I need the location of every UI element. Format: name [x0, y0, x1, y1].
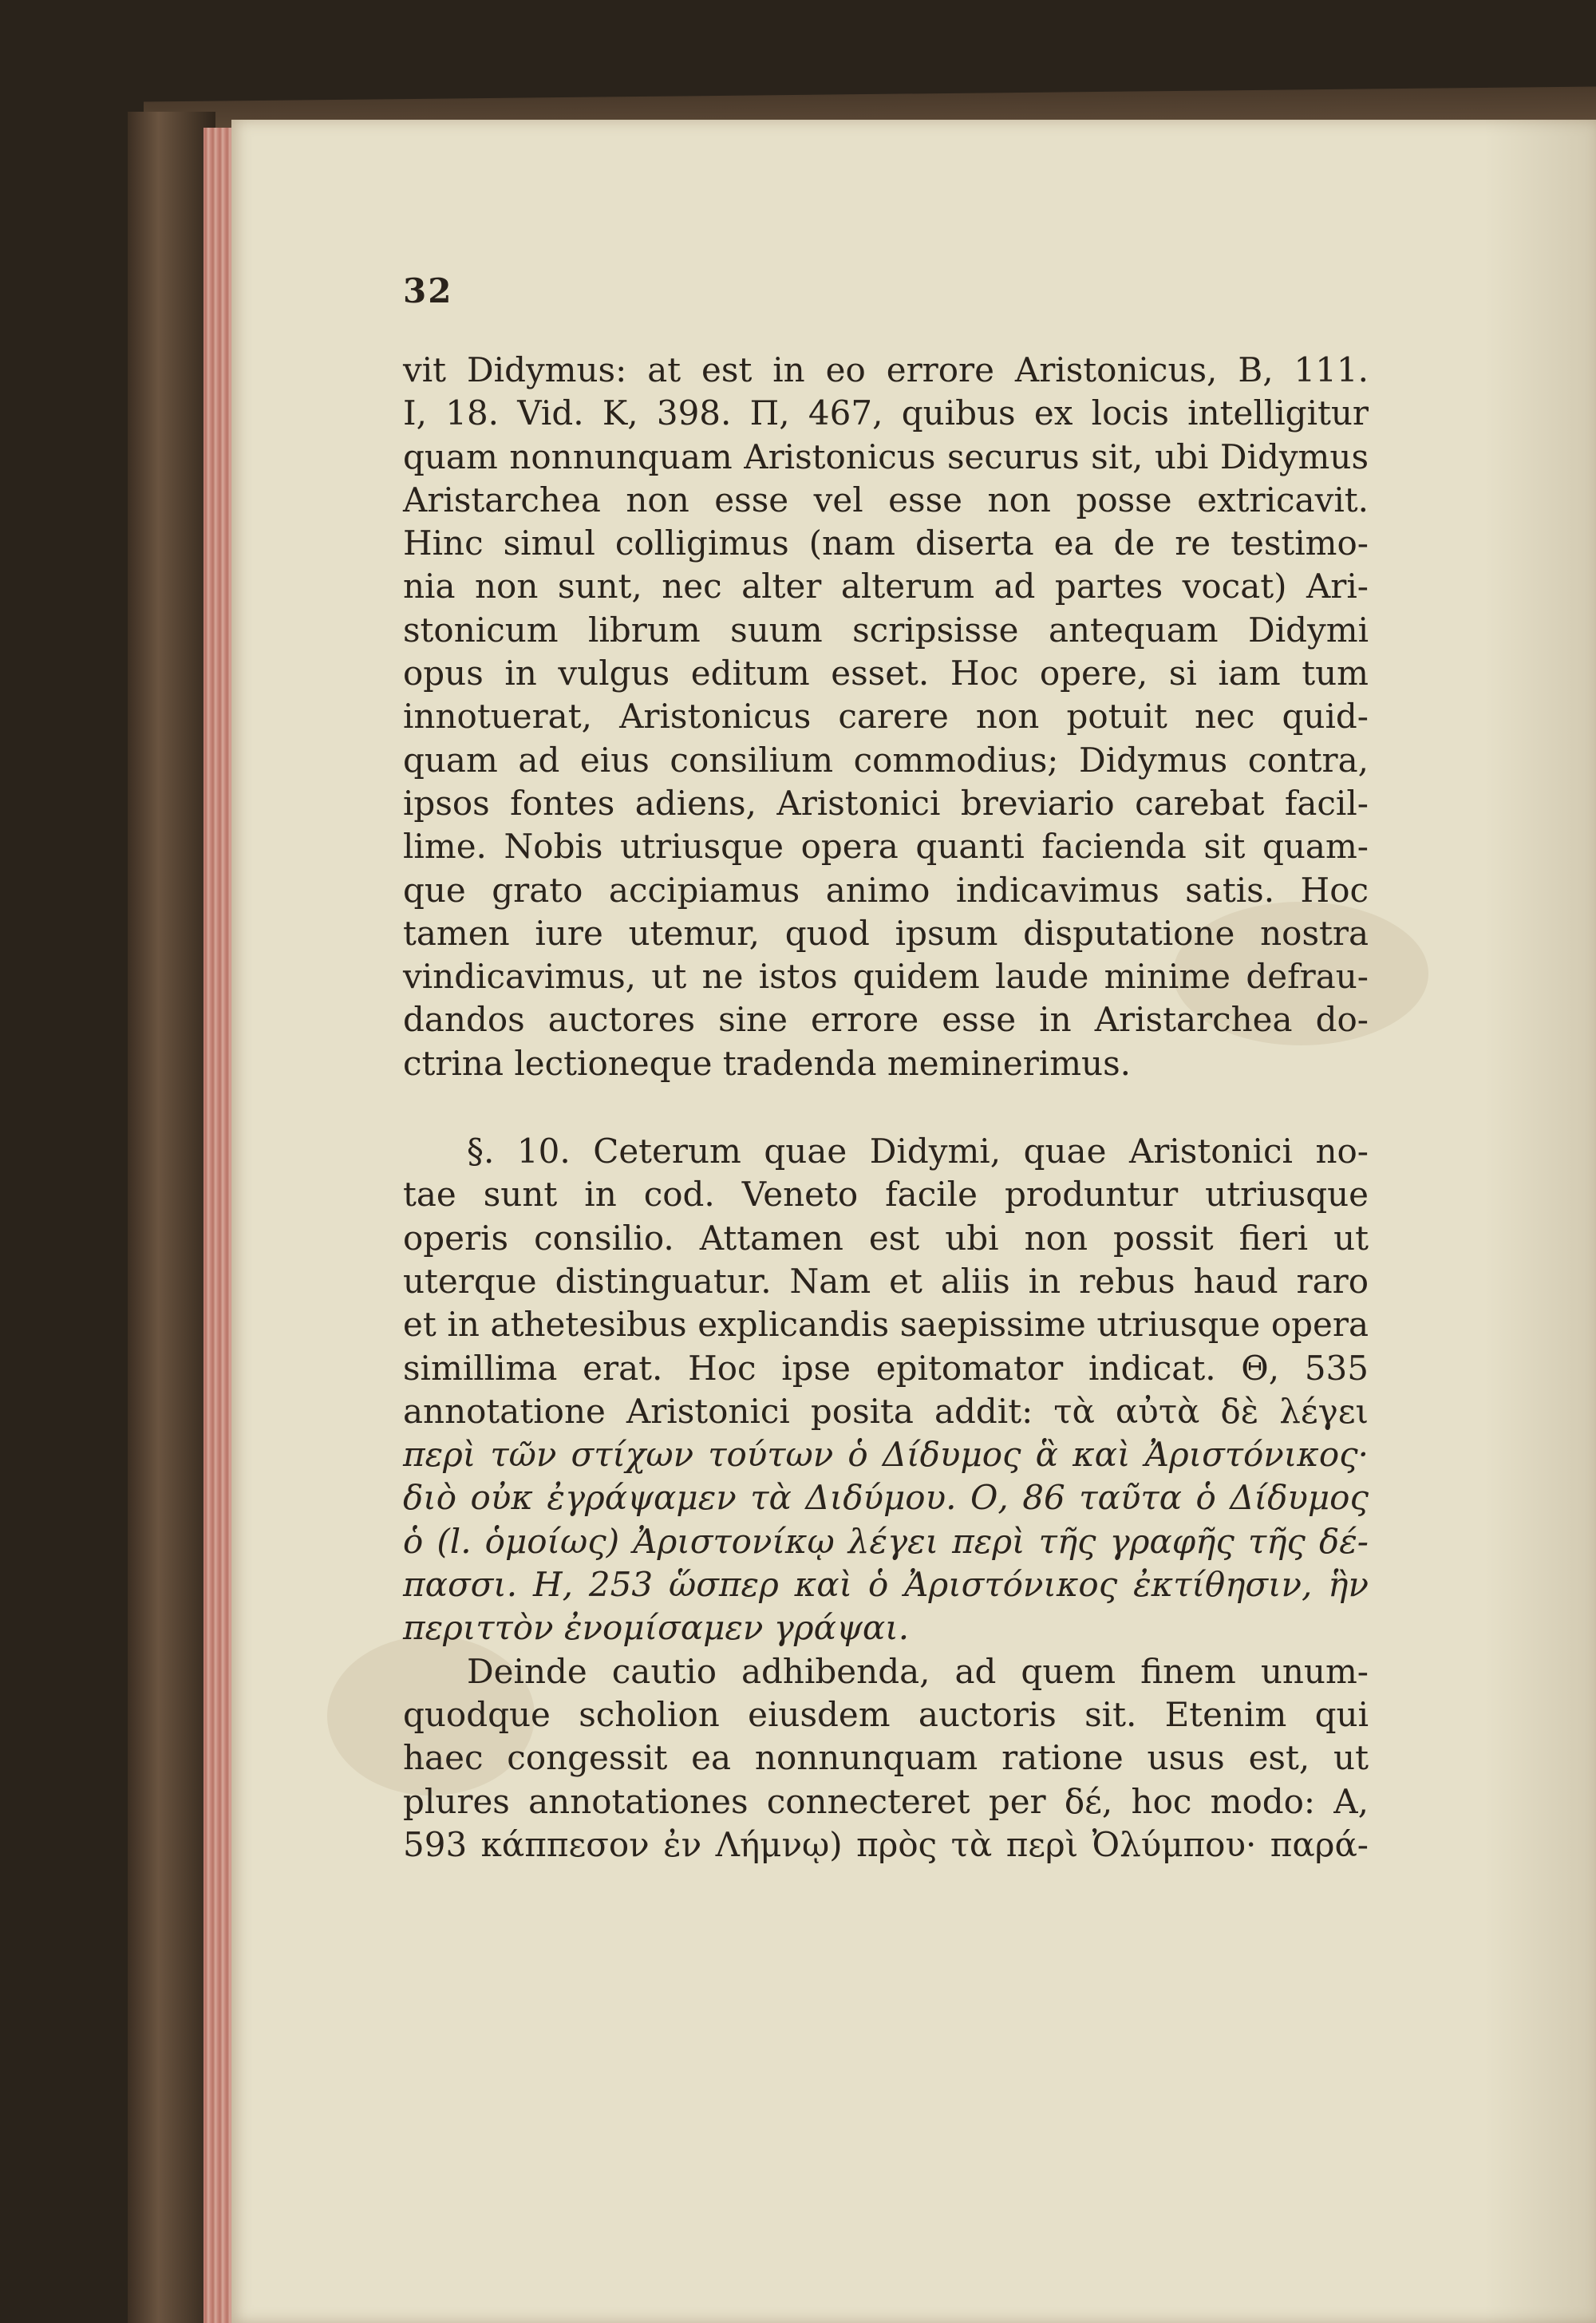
- paragraph-1: [403, 349, 1369, 1085]
- paragraph-3-body: [403, 1693, 1369, 1867]
- text-line: plures annotationes connecteret per δέ, hoc modo: Α,: [403, 1781, 1369, 1821]
- greek-text-line: ὁ (l. ὁμοίως) Ἀριστονίκῳ λέγει περὶ τῆς γραφῆς τῆς δέ-: [403, 1521, 1369, 1561]
- text-line: vindicavimus, ut ne istos quidem laude minime defrau-: [403, 957, 1369, 997]
- text-line: innotuerat, Aristonicus carere non potuit nec quid-: [403, 697, 1369, 737]
- text-line: et in athetesibus explicandis saepissime utriusque opera: [403, 1305, 1369, 1345]
- greek-text-line: περιττὸν ἐνομίσαμεν γράψαι.: [403, 1608, 910, 1648]
- text-line: Aristarchea non esse vel esse non posse extricavit.: [403, 480, 1369, 520]
- text-line: tae sunt in cod. Veneto facile produntur utriusque: [403, 1175, 1369, 1215]
- paragraph-2: [403, 1130, 1369, 1173]
- book-spine-binding: [128, 112, 215, 2323]
- text-line: §. 10. Ceterum quae Didymi, quae Aristonici no-: [467, 1132, 1369, 1171]
- text-line: nia non sunt, nec alter alterum ad partes vocat) Ari-: [403, 567, 1369, 606]
- text-line: annotatione Aristonici posita addit: τὰ αὐτὰ δὲ λέγει: [403, 1391, 1369, 1431]
- text-line: 593 κάππεσον ἐν Λήμνῳ) πρὸς τὰ περὶ Ὀλύμπου· παρά-: [403, 1824, 1369, 1864]
- page-text: [403, 271, 1369, 1867]
- text-line: opus in vulgus editum esset. Hoc opere, si iam tum: [403, 654, 1369, 693]
- text-line: ctrina lectioneque tradenda meminerimus.: [403, 1043, 1132, 1083]
- text-line: quam nonnunquam Aristonicus securus sit, ubi Didymus: [403, 437, 1369, 476]
- text-line: Hinc simul colligimus (nam diserta ea de re testimo-: [403, 523, 1369, 563]
- text-line: lime. Nobis utriusque opera quanti facienda sit quam-: [403, 827, 1369, 867]
- greek-text-line: πασσι. Η, 253 ὥσπερ καὶ ὁ Ἀριστόνικος ἐκτίθησιν, ἣν: [403, 1565, 1369, 1605]
- text-line: stonicum librum suum scripsisse antequam Didymi: [403, 610, 1369, 650]
- text-line: dandos auctores sine errore esse in Aristarchea do-: [403, 1000, 1369, 1040]
- greek-text-line: περὶ τῶν στίχων τούτων ὁ Δίδυμος ἃ καὶ Ἀριστόνικος·: [403, 1435, 1369, 1475]
- paragraph-2-body: [403, 1173, 1369, 1649]
- page-edges-red: [203, 128, 235, 2323]
- text-line: haec congessit ea nonnunquam ratione usus est, ut: [403, 1738, 1369, 1778]
- text-line: que grato accipiamus animo indicavimus satis. Hoc: [403, 870, 1369, 910]
- page-number: 32: [403, 271, 453, 310]
- greek-text-line: διὸ οὐκ ἐγράψαμεν τὰ Διδύμου. Ο, 86 ταῦτα ὁ Δίδυμος: [403, 1478, 1369, 1518]
- text-line: ipsos fontes adiens, Aristonici breviario carebat facil-: [403, 783, 1369, 823]
- text-line: quam ad eius consilium commodius; Didymus contra,: [403, 740, 1369, 780]
- text-line: vit Didymus: at est in eo errore Aristonicus, B, 111.: [403, 350, 1369, 389]
- text-line: quodque scholion eiusdem auctoris sit. Etenim qui: [403, 1694, 1369, 1734]
- text-line: I, 18. Vid. K, 398. Π, 467, quibus ex locis intelligitur: [403, 393, 1369, 433]
- text-line: tamen iure utemur, quod ipsum disputatione nostra: [403, 913, 1369, 953]
- text-line: Deinde cautio adhibenda, ad quem finem unum-: [467, 1651, 1369, 1691]
- text-line: simillima erat. Hoc ipse epitomator indicat. Θ, 535: [403, 1348, 1369, 1388]
- text-line: operis consilio. Attamen est ubi non possit fieri ut: [403, 1218, 1369, 1258]
- paragraph-3: [403, 1650, 1369, 1693]
- text-line: uterque distinguatur. Nam et aliis in rebus haud raro: [403, 1261, 1369, 1301]
